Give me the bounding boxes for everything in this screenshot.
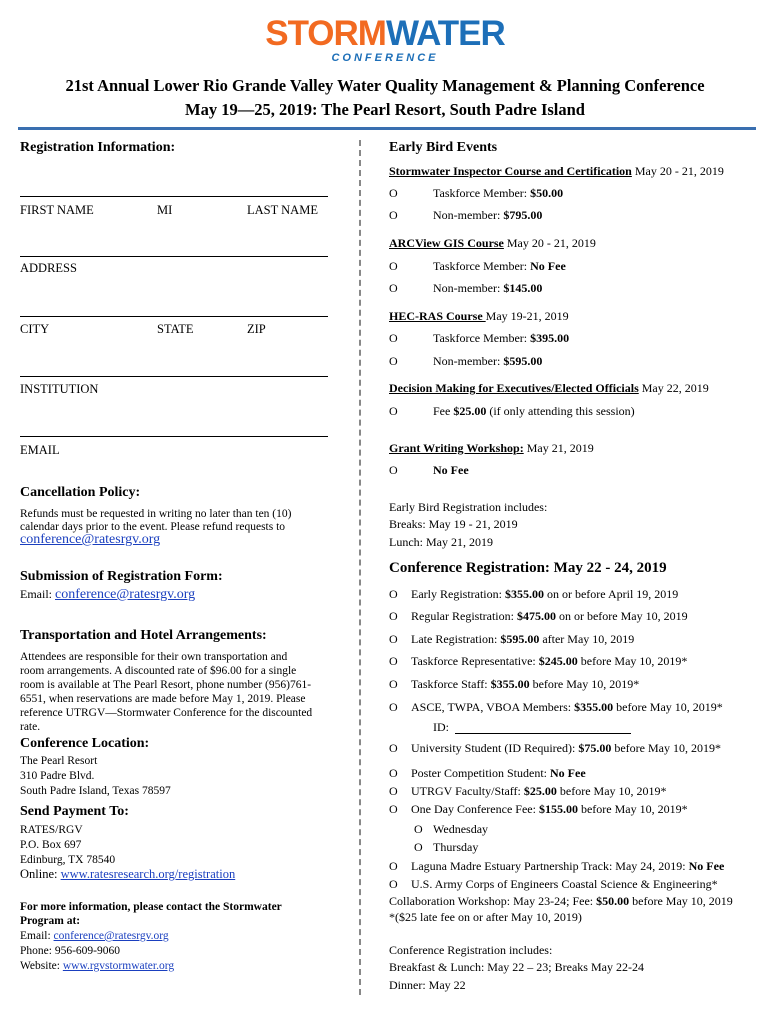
- cancellation-email-link[interactable]: conference@ratesrgv.org: [20, 532, 161, 547]
- conf-radio[interactable]: O: [389, 700, 398, 714]
- day-wed-label: Wednesday: [433, 822, 489, 836]
- laguna-radio[interactable]: O: [389, 859, 398, 873]
- hecras-nm-radio[interactable]: O: [389, 354, 398, 368]
- location-heading: Conference Location:: [20, 736, 150, 751]
- stormwater-tf-option: Taskforce Member: $50.00: [433, 186, 564, 200]
- day-wed-radio[interactable]: O: [414, 822, 423, 836]
- conf-radio[interactable]: O: [389, 609, 398, 623]
- grant-writing-title: Grant Writing Workshop:: [389, 441, 524, 455]
- transport-line: 6551, when reservations are made before May 1, 2019. Please: [20, 693, 306, 705]
- conf-option-utrgv: UTRGV Faculty/Staff: $25.00 before May 10, 2019*: [411, 784, 667, 798]
- transport-line: room is available at The Pearl Resort, phone number (956)761-: [20, 679, 312, 691]
- hecras-course-title: HEC-RAS Course: [389, 309, 486, 323]
- conf-radio[interactable]: O: [389, 766, 398, 780]
- stormwater-course-title: Stormwater Inspector Course and Certification: [389, 164, 632, 178]
- first-name-label: FIRST NAME: [20, 203, 94, 217]
- conf-option-student: University Student (ID Required): $75.00 before May 10, 2019*: [411, 741, 721, 755]
- member-id-input[interactable]: [455, 733, 631, 734]
- payment-online-link[interactable]: www.ratesresearch.org/registration: [60, 867, 236, 881]
- more-info-email-link[interactable]: conference@ratesrgv.org: [53, 930, 169, 942]
- transport-heading: Transportation and Hotel Arrangements:: [20, 628, 267, 643]
- more-info-email-row: [20, 929, 169, 943]
- address-field-line[interactable]: [20, 256, 328, 257]
- early-bird-includes-breaks: Breaks: May 19 - 21, 2019: [389, 517, 518, 531]
- grant-writing-radio[interactable]: O: [389, 463, 398, 477]
- registration-heading: Registration Information:: [20, 140, 176, 155]
- hecras-tf-radio[interactable]: O: [389, 331, 398, 345]
- state-label: STATE: [157, 322, 194, 336]
- arcview-tf-radio[interactable]: O: [389, 259, 398, 273]
- logo-water: WATER: [385, 14, 505, 53]
- mi-label: MI: [157, 203, 173, 217]
- payment-online-row: [20, 867, 235, 882]
- usace-option-line-2: Collaboration Workshop: May 23-24; Fee: $50.00 before May 10, 2019: [389, 894, 733, 908]
- stormwater-nm-option: Non-member: $795.00: [433, 208, 543, 222]
- more-info-line-1: For more information, please contact the Stormwater: [20, 901, 282, 913]
- member-id-label: ID:: [433, 720, 449, 734]
- more-info-website-link[interactable]: www.rgvstormwater.org: [62, 960, 175, 972]
- title-divider: [18, 127, 756, 130]
- conf-radio[interactable]: O: [389, 784, 398, 798]
- city-field-line[interactable]: [20, 316, 328, 317]
- hecras-course-row: [389, 309, 569, 324]
- hecras-tf-option: Taskforce Member: $395.00: [433, 331, 570, 345]
- conf-radio[interactable]: O: [389, 802, 398, 816]
- grant-writing-option: No Fee: [433, 463, 469, 477]
- arcview-tf-option: Taskforce Member: No Fee: [433, 259, 566, 273]
- email-label: EMAIL: [20, 443, 60, 457]
- arcview-nm-option: Non-member: $145.00: [433, 281, 543, 295]
- conf-option-early: Early Registration: $355.00 on or before April 19, 2019: [411, 587, 679, 601]
- conf-option-one-day: One Day Conference Fee: $155.00 before May 10, 2019*: [411, 802, 688, 816]
- column-divider: [359, 140, 361, 995]
- conf-option-poster: Poster Competition Student: No Fee: [411, 766, 586, 780]
- submission-email-link[interactable]: conference@ratesrgv.org: [55, 587, 196, 602]
- decision-making-radio[interactable]: O: [389, 404, 398, 418]
- usace-option-line-1: U.S. Army Corps of Engineers Coastal Science & Engineering*: [411, 877, 718, 891]
- more-info-phone: Phone: 956-609-9060: [20, 945, 120, 957]
- cancellation-text-2: calendar days prior to the event. Please refund requests to: [20, 521, 286, 533]
- payment-line: Edinburg, TX 78540: [20, 854, 116, 866]
- arcview-course-row: [389, 236, 596, 251]
- decision-making-option: Fee $25.00 (if only attending this session): [433, 404, 635, 418]
- city-label: CITY: [20, 322, 50, 336]
- day-thu-radio[interactable]: O: [414, 840, 423, 854]
- more-info-email-label: Email:: [20, 930, 51, 942]
- conf-radio[interactable]: O: [389, 654, 398, 668]
- usace-radio[interactable]: O: [389, 877, 398, 891]
- transport-line: Attendees are responsible for their own transportation and: [20, 651, 288, 663]
- conf-radio[interactable]: O: [389, 587, 398, 601]
- arcview-course-date: May 20 - 21, 2019: [503, 236, 596, 250]
- stormwater-course-row: [389, 164, 724, 179]
- conf-option-asce: ASCE, TWPA, VBOA Members: $355.00 before May 10, 2019*: [411, 700, 723, 714]
- decision-making-row: [389, 381, 709, 396]
- grant-writing-date: May 21, 2019: [523, 441, 594, 455]
- more-info-line-2: Program at:: [20, 915, 81, 927]
- conf-option-tf-rep: Taskforce Representative: $245.00 before May 10, 2019*: [411, 654, 688, 668]
- payment-line: RATES/RGV: [20, 824, 83, 836]
- early-bird-heading: Early Bird Events: [389, 140, 498, 155]
- cancellation-heading: Cancellation Policy:: [20, 485, 141, 500]
- decision-making-title: Decision Making for Executives/Elected Officials: [389, 381, 639, 395]
- name-field-line[interactable]: [20, 196, 328, 197]
- transport-line: rate.: [20, 721, 41, 733]
- early-bird-includes-heading: Early Bird Registration includes:: [389, 500, 548, 514]
- conf-option-late: Late Registration: $595.00 after May 10, 2019: [411, 632, 635, 646]
- conf-radio[interactable]: O: [389, 632, 398, 646]
- zip-label: ZIP: [247, 322, 266, 336]
- conference-includes-meals: Breakfast & Lunch: May 22 – 23; Breaks May 22-24: [389, 960, 644, 974]
- day-thu-label: Thursday: [433, 840, 479, 854]
- conf-radio[interactable]: O: [389, 677, 398, 691]
- laguna-option: Laguna Madre Estuary Partnership Track: May 24, 2019: No Fee: [411, 859, 725, 873]
- location-line: South Padre Island, Texas 78597: [20, 785, 171, 797]
- page-subtitle: May 19—25, 2019: The Pearl Resort, South Padre Island: [185, 100, 585, 119]
- email-field-line[interactable]: [20, 436, 328, 437]
- conference-heading: Conference Registration: May 22 - 24, 2019: [389, 560, 667, 576]
- payment-heading: Send Payment To:: [20, 804, 129, 819]
- conference-includes-dinner: Dinner: May 22: [389, 978, 466, 992]
- cancellation-text-1: Refunds must be requested in writing no later than ten (10): [20, 508, 292, 520]
- conf-option-tf-staff: Taskforce Staff: $355.00 before May 10, 2019*: [411, 677, 640, 691]
- logo-storm: STORM: [265, 14, 386, 53]
- payment-online-label: Online:: [20, 867, 58, 881]
- last-name-label: LAST NAME: [247, 203, 318, 217]
- submission-heading: Submission of Registration Form:: [20, 569, 223, 584]
- transport-line: room arrangements. A discounted rate of $96.00 for a single: [20, 665, 297, 677]
- institution-label: INSTITUTION: [20, 382, 99, 396]
- stormwater-nm-radio[interactable]: O: [389, 208, 398, 222]
- payment-line: P.O. Box 697: [20, 839, 82, 851]
- location-line: 310 Padre Blvd.: [20, 770, 95, 782]
- late-fee-note: *($25 late fee on or after May 10, 2019): [389, 910, 582, 924]
- address-label: ADDRESS: [20, 261, 77, 275]
- grant-writing-row: [389, 441, 594, 456]
- logo: [0, 14, 770, 54]
- more-info-website-label: Website:: [20, 960, 60, 972]
- conf-radio[interactable]: O: [389, 741, 398, 755]
- stormwater-tf-radio[interactable]: O: [389, 186, 398, 200]
- institution-field-line[interactable]: [20, 376, 328, 377]
- transport-line: reference UTRGV—Stormwater Conference for the discounted: [20, 707, 313, 719]
- submission-email-row: [20, 587, 195, 603]
- location-line: The Pearl Resort: [20, 755, 98, 767]
- conf-option-regular: Regular Registration: $475.00 on or before May 10, 2019: [411, 609, 688, 623]
- arcview-nm-radio[interactable]: O: [389, 281, 398, 295]
- stormwater-course-date: May 20 - 21, 2019: [631, 164, 724, 178]
- arcview-course-title: ARCView GIS Course: [389, 236, 504, 250]
- decision-making-date: May 22, 2019: [638, 381, 709, 395]
- early-bird-includes-lunch: Lunch: May 21, 2019: [389, 535, 493, 549]
- hecras-nm-option: Non-member: $595.00: [433, 354, 543, 368]
- logo-conference: CONFERENCE: [331, 52, 439, 64]
- submission-email-label: Email:: [20, 587, 52, 601]
- page-title: 21st Annual Lower Rio Grande Valley Water Quality Management & Planning Conference: [65, 76, 705, 95]
- conference-includes-heading: Conference Registration includes:: [389, 943, 553, 957]
- hecras-course-date: May 19-21, 2019: [485, 309, 569, 323]
- more-info-website-row: [20, 959, 174, 973]
